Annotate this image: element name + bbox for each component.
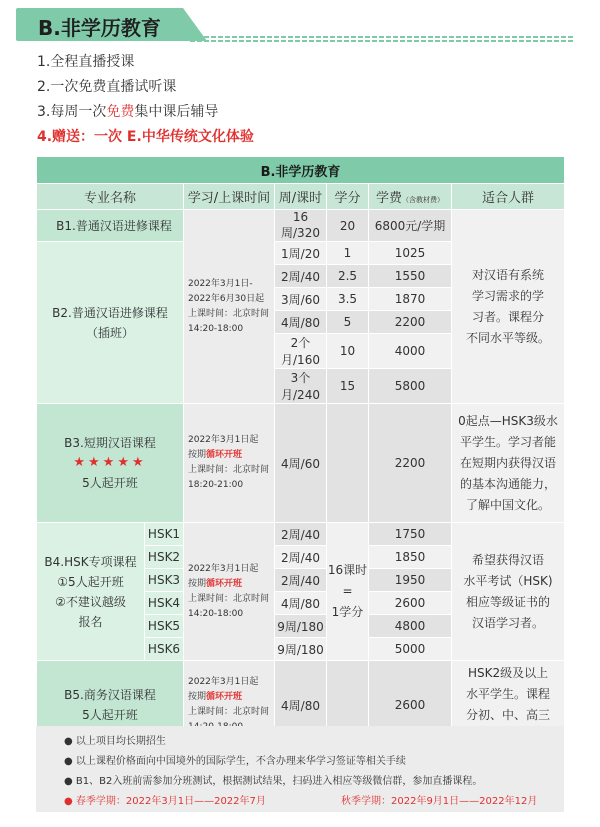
- audience-cell: HSK2级及以上 水平学生。课程 分初、中、高三: [452, 661, 565, 750]
- hsk-level: HSK6: [145, 638, 184, 661]
- weeks-cell: 9周/180: [275, 615, 327, 638]
- table-header-row: [37, 184, 565, 210]
- col-header-credit: 学分: [327, 184, 369, 210]
- course-name: B1.普通汉语进修课程: [37, 210, 184, 242]
- col-header-fee: 学费（含教材费）: [369, 184, 452, 210]
- weeks-cell: 4周/80: [275, 592, 327, 615]
- hsk-level: HSK5: [145, 615, 184, 638]
- weeks-cell: 9周/180: [275, 638, 327, 661]
- weeks-cell: 3周/60: [275, 288, 327, 311]
- table-row: [37, 404, 565, 523]
- rating-stars: ★★★★★: [73, 455, 147, 470]
- credit-cell: 1: [327, 242, 369, 265]
- weeks-cell: 2周/40: [275, 569, 327, 592]
- course-name: B4.HSK专项课程 ①5人起开班 ②不建议越级 报名: [37, 523, 145, 661]
- weeks-cell: 1周/20: [275, 242, 327, 265]
- section-title: B.非学历教育: [38, 16, 161, 40]
- fee-cell: 4800: [369, 615, 452, 638]
- audience-cell: 对汉语有系统 学习需求的学 习者。课程分 不同水平等级。: [452, 210, 565, 404]
- feature-item: 1.全程直播授课: [37, 54, 135, 70]
- audience-cell: 0起点—HSK3级水 平学生。学习者能 在短期内获得汉语 的基本沟通能力， 了解中国文化。: [452, 404, 565, 523]
- fee-cell: 5000: [369, 638, 452, 661]
- weeks-cell: 4周/60: [275, 404, 327, 523]
- course-time: 2022年3月1日起 按期循环开班 上课时间：北京时间 18:20-21:00: [184, 404, 275, 523]
- table-title: B.非学历教育: [37, 157, 565, 184]
- table-row: [37, 210, 565, 242]
- course-name: B2.普通汉语进修课程 （插班）: [37, 242, 184, 404]
- weeks-cell: 2周/40: [275, 546, 327, 569]
- fee-cell: 5800: [369, 369, 452, 404]
- note-line: ● 以上项目均长期招生: [64, 736, 166, 747]
- notes-box: [36, 726, 564, 812]
- course-name: B5.商务汉语课程 5人起开班: [37, 661, 184, 750]
- table-row: [37, 523, 565, 546]
- fee-cell: 4000: [369, 334, 452, 369]
- credit-cell: 16课时 = 1学分: [327, 523, 369, 661]
- credit-cell: 5: [327, 311, 369, 334]
- weeks-cell: 4周/80: [275, 311, 327, 334]
- fee-cell: 2600: [369, 661, 452, 750]
- fee-cell: 1025: [369, 242, 452, 265]
- credit-cell: [327, 404, 369, 523]
- col-header-audience: 适合人群: [452, 184, 565, 210]
- autumn-term: 秋季学期：2022年9月1日——2022年12月: [341, 796, 538, 807]
- fee-cell: 2200: [369, 404, 452, 523]
- weeks-cell: 2周/40: [275, 523, 327, 546]
- free-highlight: 免费: [106, 104, 135, 120]
- col-header-time: 学习/上课时间: [184, 184, 275, 210]
- fee-cell: 1850: [369, 546, 452, 569]
- fee-cell: 1550: [369, 265, 452, 288]
- hsk-level: HSK2: [145, 546, 184, 569]
- weeks-cell: 3个月/240: [275, 369, 327, 404]
- feature-list: [37, 50, 254, 150]
- fee-cell: 1870: [369, 288, 452, 311]
- course-time: 2022年3月1日起 按期循环开班 上课时间：北京时间: [184, 661, 275, 750]
- credit-cell: 2.5: [327, 265, 369, 288]
- hsk-level: HSK1: [145, 523, 184, 546]
- weeks-cell: 2个月/160: [275, 334, 327, 369]
- credit-cell: 20: [327, 210, 369, 242]
- weeks-cell: 2周/40: [275, 265, 327, 288]
- course-time: 2022年3月1日起 按期循环开班 上课时间：北京时间 14:20-18:00: [184, 523, 275, 661]
- feature-item: 3.每周一次免费集中课后辅导: [37, 104, 219, 120]
- credit-cell: 10: [327, 334, 369, 369]
- course-name: B3.短期汉语课程 ★★★★★ 5人起开班: [37, 404, 184, 523]
- note-line: ● 以上课程价格面向中国境外的国际学生，不含办理来华学习签证等相关手续: [64, 756, 406, 767]
- course-time: 2022年3月1日- 2022年6月30日起 上课时间：北京时间 14:20-18:00: [184, 210, 275, 404]
- fee-cell: 2600: [369, 592, 452, 615]
- credit-cell: 3.5: [327, 288, 369, 311]
- spring-term: ● 春季学期：2022年3月1日——2022年7月: [64, 796, 266, 807]
- col-header-name: 专业名称: [37, 184, 184, 210]
- course-table: [36, 156, 565, 750]
- weeks-cell: 4周/80: [275, 661, 327, 750]
- credit-cell: 15: [327, 369, 369, 404]
- section-header: [16, 8, 206, 41]
- hsk-level: HSK4: [145, 592, 184, 615]
- col-header-weeks: 周/课时: [275, 184, 327, 210]
- dashed-divider: [190, 36, 575, 42]
- feature-item: 2.一次免费直播试听课: [37, 79, 177, 95]
- note-line: ● B1、B2入班前需参加分班测试，根据测试结果，扫码进入相应等级微信群，参加直播课程。: [64, 776, 483, 787]
- gift-item: 4.赠送：一次 E.中华传统文化体验: [37, 129, 254, 145]
- fee-cell: 6800元/学期: [369, 210, 452, 242]
- weeks-cell: 16周/320: [275, 210, 327, 242]
- hsk-level: HSK3: [145, 569, 184, 592]
- fee-cell: 1750: [369, 523, 452, 546]
- fee-cell: 2200: [369, 311, 452, 334]
- fee-cell: 1950: [369, 569, 452, 592]
- audience-cell: 希望获得汉语 水平考试（HSK) 相应等级证书的 汉语学习者。: [452, 523, 565, 661]
